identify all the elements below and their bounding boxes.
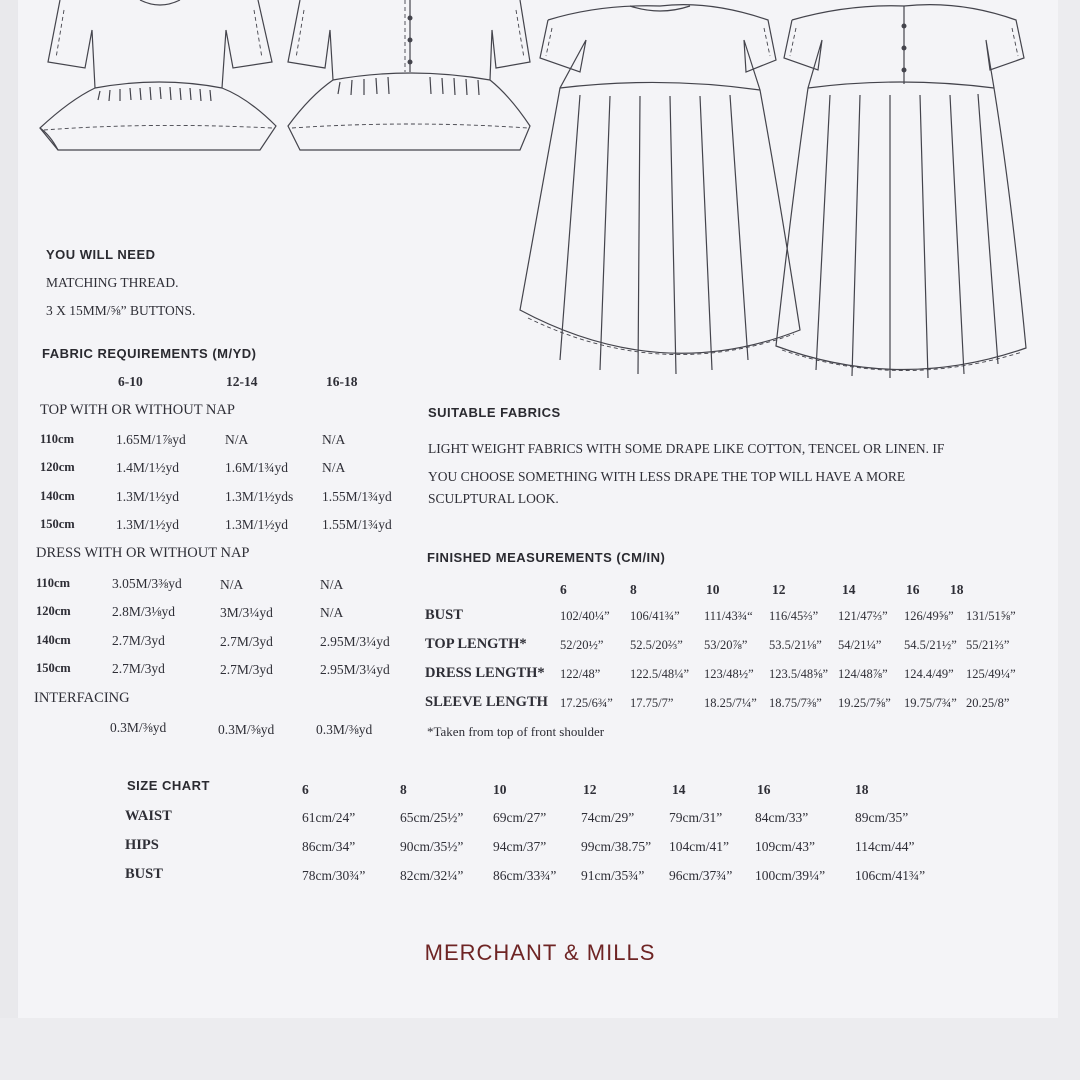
size-chart-value: 91cm/35¾” [581, 868, 645, 883]
fabric-requirements-heading: FABRIC REQUIREMENTS (M/YD) [42, 346, 257, 361]
fabric-amount: 2.8M/3⅛yd [112, 604, 176, 619]
wall-background [0, 1018, 1080, 1080]
measurement-value: 53/20⅞” [704, 638, 748, 652]
suitable-line: LIGHT WEIGHT FABRICS WITH SOME DRAPE LIKE COTTON, TENCEL OR LINEN. IF [428, 441, 945, 456]
suitable-line: SCULPTURAL LOOK. [428, 491, 559, 506]
fabric-width-label: 120cm [40, 460, 75, 474]
measurement-value: 125/49¼” [966, 667, 1016, 681]
measurement-value: 17.75/7” [630, 696, 674, 710]
measurement-value: 123/48½” [704, 667, 754, 681]
interfacing-value: 0.3M/⅜yd [110, 720, 167, 735]
measurement-label: TOP LENGTH* [425, 636, 527, 652]
fabric-amount: 1.3M/1½yd [116, 517, 180, 532]
measurement-value: 17.25/6¾” [560, 696, 613, 710]
measurement-value: 18.25/7¼” [704, 696, 757, 710]
size-chart-value: 99cm/38.75” [581, 839, 652, 854]
fabric-width-label: 150cm [40, 517, 75, 531]
fabric-amount: N/A [320, 605, 344, 620]
size-chart-size-header: 6 [302, 782, 309, 797]
size-chart-heading: SIZE CHART [127, 778, 210, 793]
measurement-footnote: *Taken from top of front shoulder [427, 724, 605, 739]
size-chart-size-header: 10 [493, 782, 507, 797]
measurement-value: 20.25/8” [966, 696, 1010, 710]
size-chart-value: 90cm/35½” [400, 839, 464, 854]
fabric-amount: N/A [225, 432, 249, 447]
measurement-value: 54/21¼” [838, 638, 882, 652]
fabric-amount: 1.55M/1¾yd [322, 517, 392, 532]
measurement-value: 122.5/48¼” [630, 667, 690, 681]
top-front-illustration [40, 0, 276, 150]
top-back-illustration [288, 0, 530, 150]
size-chart-size-header: 12 [583, 782, 597, 797]
size-chart-value: 109cm/43” [755, 839, 815, 854]
measurement-value: 124.4/49” [904, 667, 954, 681]
interfacing-label: INTERFACING [34, 690, 130, 706]
measurement-value: 123.5/48⅝” [769, 667, 829, 681]
fabric-size-header: 6-10 [118, 374, 143, 389]
measurement-label: SLEEVE LENGTH [425, 694, 548, 710]
finished-size-header: 8 [630, 582, 637, 597]
finished-size-header: 10 [706, 582, 720, 597]
garment-illustrations [0, 0, 1080, 400]
measurement-value: 122/48” [560, 667, 601, 681]
size-chart-value: 69cm/27” [493, 810, 547, 825]
fabric-amount: 2.7M/3yd [112, 661, 165, 676]
fabric-width-label: 110cm [36, 576, 71, 590]
size-chart-size-header: 16 [757, 782, 771, 797]
fabric-amount: 2.95M/3¼yd [320, 634, 390, 649]
fabric-amount: N/A [322, 432, 346, 447]
size-chart-value: 82cm/32¼” [400, 868, 464, 883]
measurement-value: 121/47⅔” [838, 609, 888, 623]
fabric-amount: 2.95M/3¼yd [320, 662, 390, 677]
measurement-value: 116/45⅔” [769, 609, 819, 623]
measurement-value: 126/49⅝” [904, 609, 954, 623]
measurement-value: 102/40¼” [560, 609, 610, 623]
size-chart-value: 94cm/37” [493, 839, 547, 854]
fabric-amount: 1.3M/1½yd [225, 517, 289, 532]
fabric-amount: 1.65M/1⅞yd [116, 432, 186, 447]
fabric-amount: 1.3M/1½yds [225, 489, 294, 504]
measurement-value: 52.5/20⅔” [630, 638, 683, 652]
need-item: 3 X 15MM/⅝” BUTTONS. [46, 303, 196, 318]
dress-back-illustration [776, 5, 1026, 378]
size-chart-value: 104cm/41” [669, 839, 729, 854]
fabric-amount: 1.4M/1½yd [116, 460, 180, 475]
measurement-label: BUST [425, 607, 463, 623]
fabric-amount: 1.55M/1¾yd [322, 489, 392, 504]
size-chart-size-header: 14 [672, 782, 686, 797]
measurement-value: 54.5/21½” [904, 638, 957, 652]
finished-size-header: 16 [906, 582, 920, 597]
measurement-value: 18.75/7⅜” [769, 696, 822, 710]
size-chart-label: BUST [125, 866, 163, 882]
size-chart-value: 61cm/24” [302, 810, 356, 825]
suitable-fabrics-heading: SUITABLE FABRICS [428, 405, 561, 420]
size-chart-value: 106cm/41¾” [855, 868, 926, 883]
measurement-value: 19.75/7¾” [904, 696, 957, 710]
size-chart-value: 114cm/44” [855, 839, 915, 854]
measurement-value: 55/21⅔” [966, 638, 1010, 652]
measurement-value: 131/51⅝” [966, 609, 1016, 623]
dress-front-illustration [520, 5, 800, 374]
size-chart-value: 86cm/33¾” [493, 868, 557, 883]
size-chart-value: 96cm/37¾” [669, 868, 733, 883]
size-chart-value: 74cm/29” [581, 810, 635, 825]
size-chart-label: HIPS [125, 837, 159, 853]
fabric-amount: N/A [320, 577, 344, 592]
size-chart-size-header: 8 [400, 782, 407, 797]
size-chart-label: WAIST [125, 808, 172, 824]
top-fabric-label: TOP WITH OR WITHOUT NAP [40, 402, 235, 418]
size-chart-size-header: 18 [855, 782, 869, 797]
fabric-amount: 2.7M/3yd [112, 633, 165, 648]
size-chart-value: 79cm/31” [669, 810, 723, 825]
finished-measurements-heading: FINISHED MEASUREMENTS (CM/IN) [427, 550, 666, 565]
fabric-amount: 2.7M/3yd [220, 662, 273, 677]
fabric-width-label: 120cm [36, 604, 71, 618]
interfacing-value: 0.3M/⅜yd [316, 722, 373, 737]
fabric-amount: 1.6M/1¾yd [225, 460, 289, 475]
fabric-amount: N/A [322, 460, 346, 475]
size-chart-value: 84cm/33” [755, 810, 809, 825]
fabric-width-label: 140cm [40, 489, 75, 503]
measurement-label: DRESS LENGTH* [425, 665, 545, 681]
brand-logo: MERCHANT & MILLS [424, 940, 656, 965]
size-chart-value: 89cm/35” [855, 810, 909, 825]
measurement-value: 111/43¾“ [704, 609, 753, 623]
finished-size-header: 14 [842, 582, 856, 597]
measurement-value: 52/20½” [560, 638, 604, 652]
fabric-amount: 3.05M/3⅜yd [112, 576, 182, 591]
suitable-line: YOU CHOOSE SOMETHING WITH LESS DRAPE THE TOP WILL HAVE A MORE [428, 469, 906, 484]
fabric-size-header: 12-14 [226, 374, 258, 389]
fabric-size-header: 16-18 [326, 374, 358, 389]
finished-size-header: 18 [950, 582, 964, 597]
size-chart-value: 65cm/25½” [400, 810, 464, 825]
you-will-need-heading: YOU WILL NEED [46, 247, 156, 262]
dress-fabric-label: DRESS WITH OR WITHOUT NAP [36, 545, 250, 561]
measurement-value: 19.25/7⅝” [838, 696, 891, 710]
size-chart-value: 86cm/34” [302, 839, 356, 854]
fabric-width-label: 140cm [36, 633, 71, 647]
fabric-amount: 2.7M/3yd [220, 634, 273, 649]
measurement-value: 53.5/21⅛” [769, 638, 822, 652]
size-chart-value: 78cm/30¾” [302, 868, 366, 883]
measurement-value: 106/41¾” [630, 609, 680, 623]
measurement-value: 124/48⅞” [838, 667, 888, 681]
interfacing-value: 0.3M/⅜yd [218, 722, 275, 737]
fabric-width-label: 110cm [40, 432, 75, 446]
fabric-amount: 3M/3¼yd [220, 605, 273, 620]
fabric-amount: 1.3M/1½yd [116, 489, 180, 504]
need-item: MATCHING THREAD. [46, 275, 179, 290]
finished-size-header: 6 [560, 582, 567, 597]
fabric-amount: N/A [220, 577, 244, 592]
finished-size-header: 12 [772, 582, 786, 597]
fabric-width-label: 150cm [36, 661, 71, 675]
size-chart-value: 100cm/39¼” [755, 868, 826, 883]
